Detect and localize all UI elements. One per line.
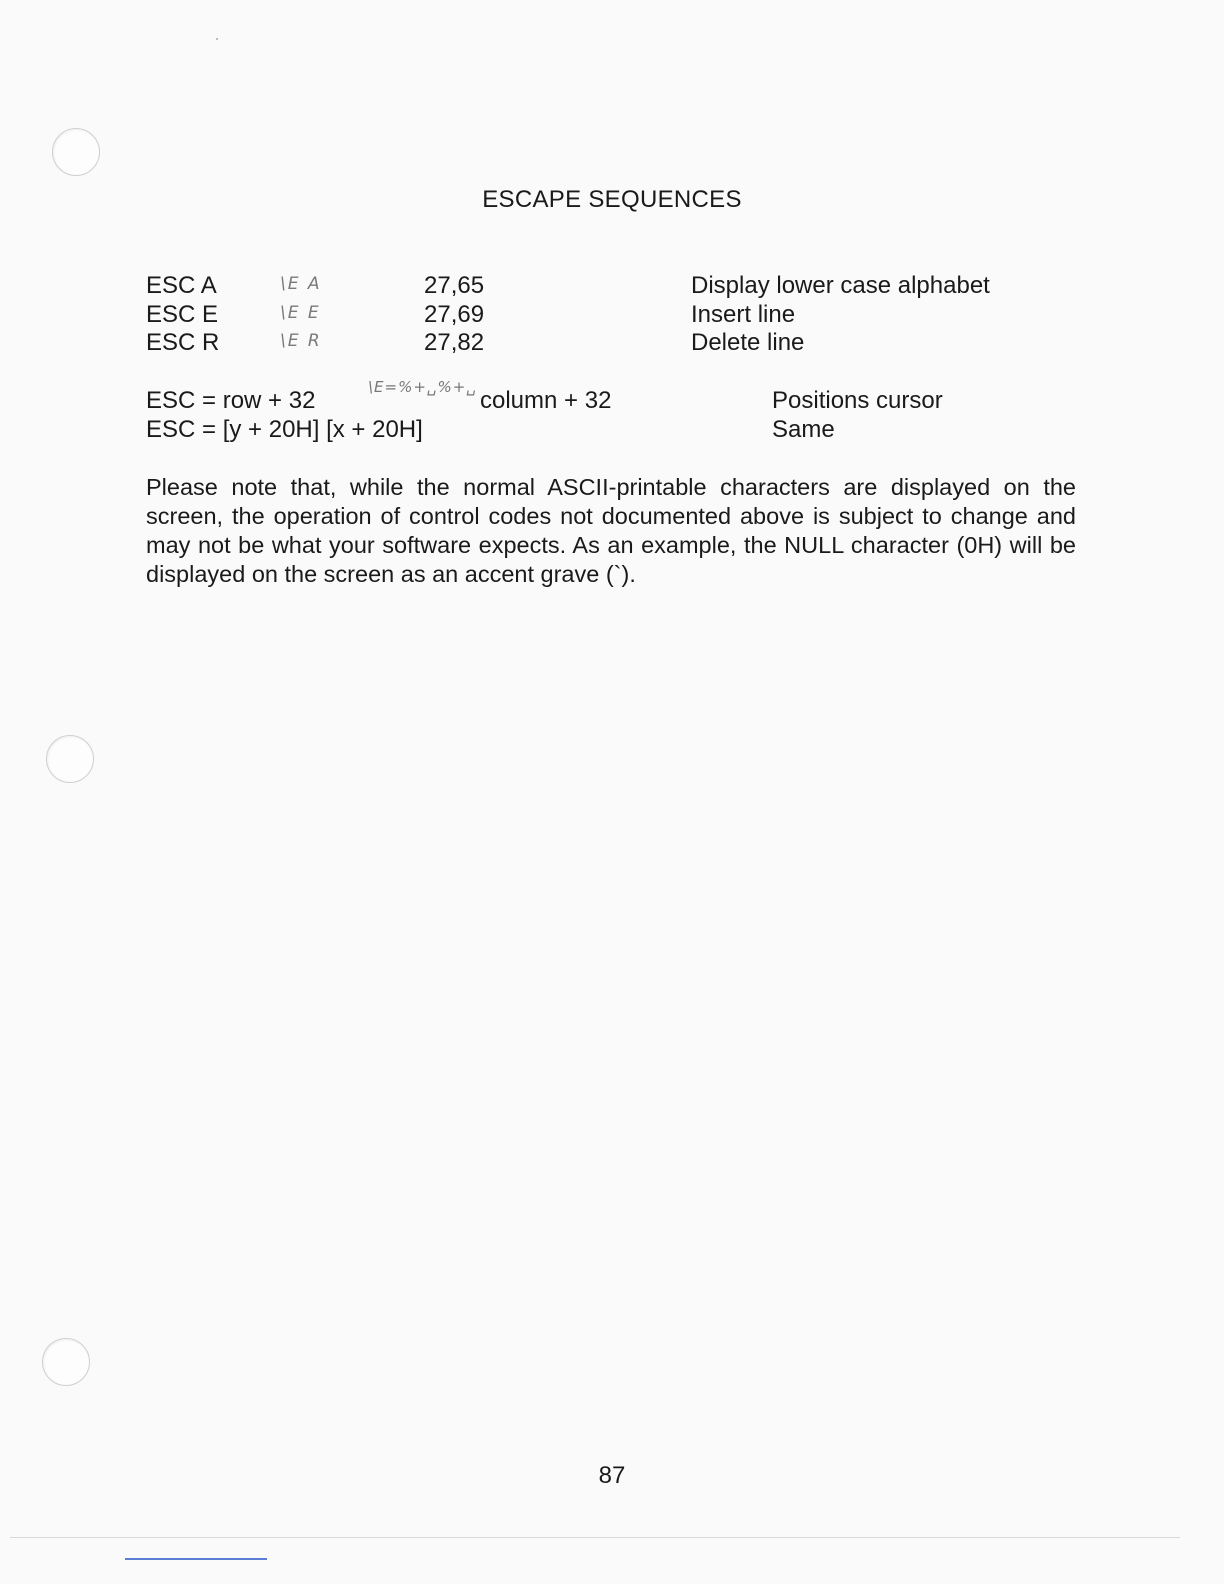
- cursor-position-formula-column: column + 32: [480, 387, 612, 414]
- sequence-command: ESC A: [146, 272, 217, 299]
- page-title: ESCAPE SEQUENCES: [482, 186, 742, 213]
- sequence-code: 27,65: [424, 272, 485, 299]
- cursor-position-description: Same: [772, 416, 835, 443]
- binder-hole-middle: [46, 735, 94, 783]
- handwritten-note: \E E: [280, 303, 321, 323]
- page-number: 87: [598, 1462, 626, 1489]
- cursor-position-formula: ESC = row + 32: [146, 387, 316, 414]
- scan-speck: [216, 38, 218, 40]
- accent-underline: [125, 1558, 267, 1560]
- sequence-command: ESC R: [146, 329, 220, 356]
- note-paragraph: Please note that, while the normal ASCII-printable characters are displayed on the screen, the operation of control codes not documented above is subject to change and may not be what your software expects. As an example, the NULL character (0H) will be displayed on the screen as an accent grave (`).: [146, 474, 1076, 587]
- sequence-description: Display lower case alphabet: [691, 272, 990, 299]
- binder-hole-top: [52, 128, 100, 176]
- sequence-description: Delete line: [691, 329, 805, 356]
- binder-hole-bottom: [42, 1338, 90, 1386]
- sequence-code: 27,82: [424, 329, 485, 356]
- sequence-code: 27,69: [424, 301, 485, 328]
- sequence-description: Insert line: [691, 301, 796, 328]
- handwritten-note: \E=%+␣%+␣: [368, 378, 477, 396]
- handwritten-note: \E R: [280, 331, 322, 351]
- bottom-divider: [10, 1537, 1180, 1538]
- sequence-command: ESC E: [146, 301, 219, 328]
- cursor-position-description: Positions cursor: [772, 387, 943, 414]
- cursor-position-formula-hex: ESC = [y + 20H] [x + 20H]: [146, 416, 423, 443]
- handwritten-note: \E A: [280, 274, 322, 294]
